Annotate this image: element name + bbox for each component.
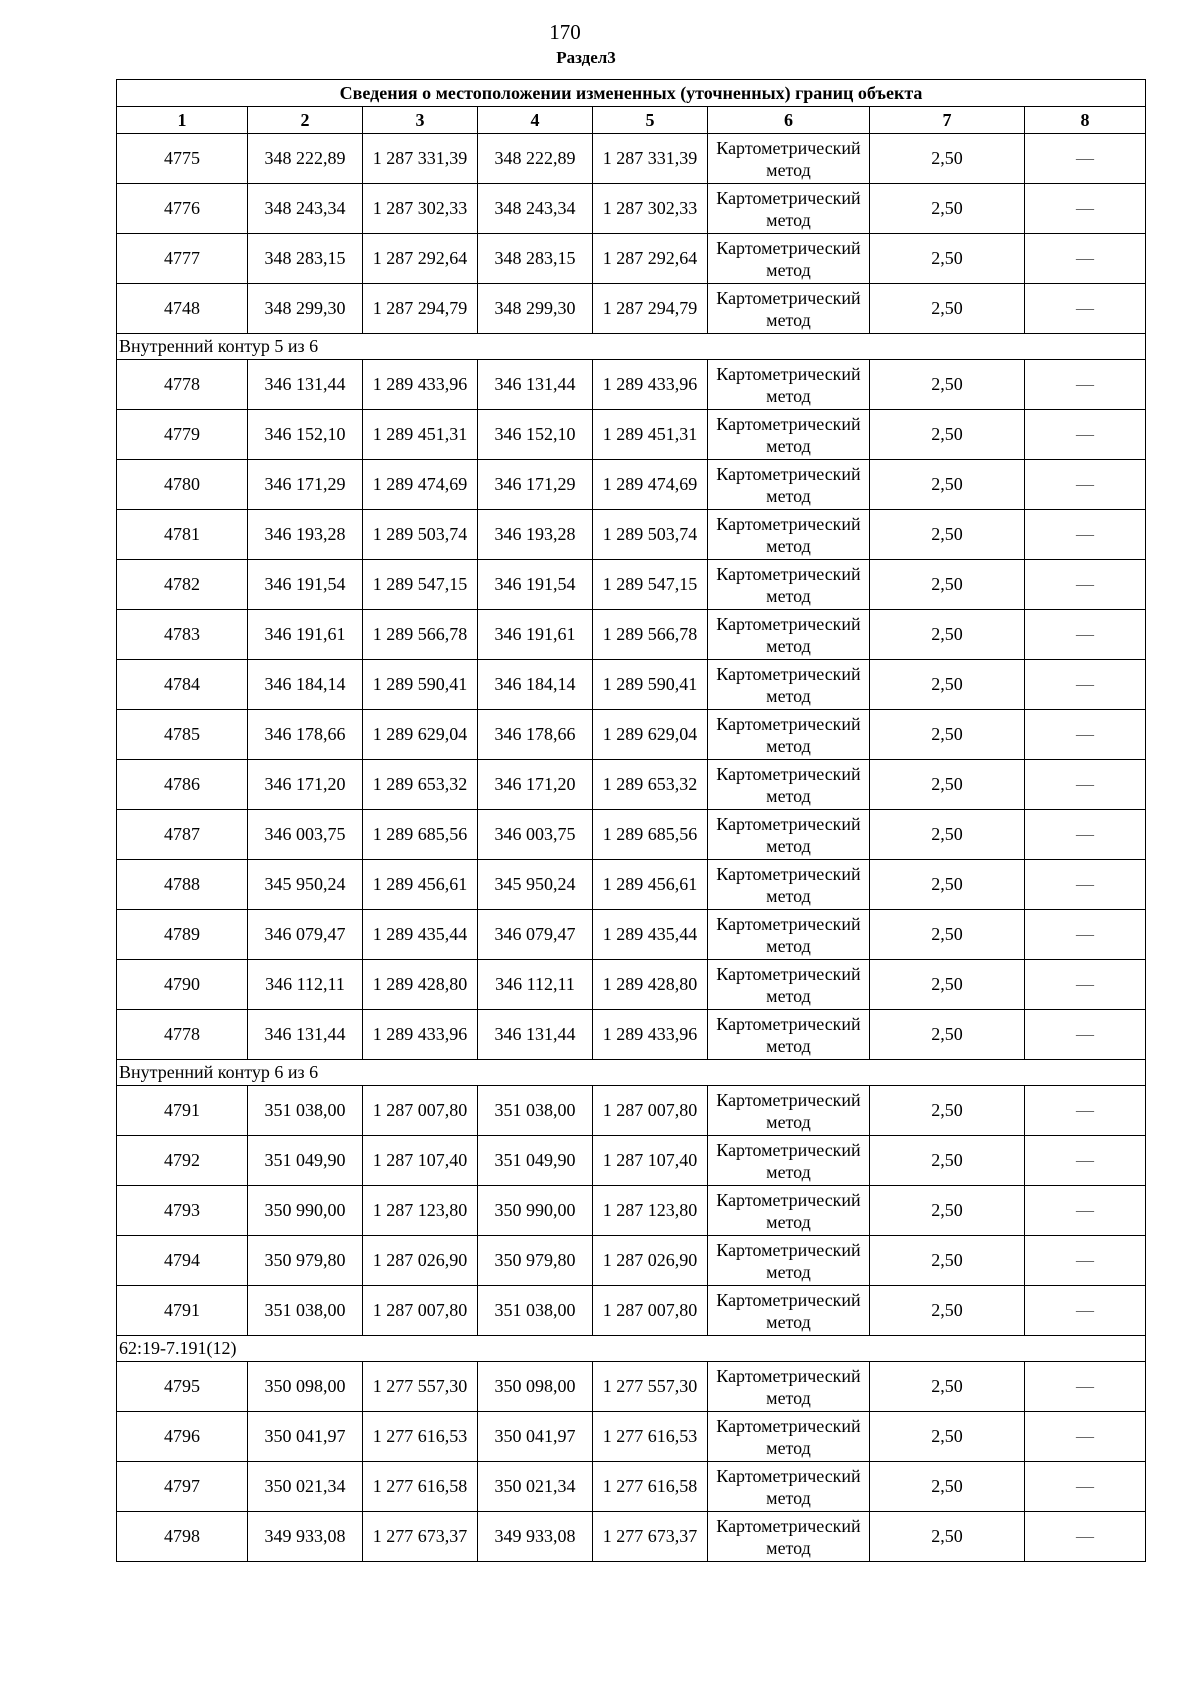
x-new-cell: 346 184,14 (478, 660, 593, 710)
x-old-cell: 346 191,61 (248, 610, 363, 660)
x-new-cell: 351 049,90 (478, 1136, 593, 1186)
y-old-cell: 1 289 474,69 (363, 460, 478, 510)
x-old-cell: 346 152,10 (248, 410, 363, 460)
method-cell: Картометрический метод (708, 1462, 870, 1512)
point-number-cell: 4792 (117, 1136, 248, 1186)
table-row (117, 1236, 1146, 1286)
method-cell: Картометрический метод (708, 560, 870, 610)
accuracy-cell: 2,50 (870, 1136, 1025, 1186)
point-number-cell: 4780 (117, 460, 248, 510)
column-number: 6 (708, 107, 870, 134)
method-cell: Картометрический метод (708, 1412, 870, 1462)
method-cell: Картометрический метод (708, 1086, 870, 1136)
x-new-cell: 348 243,34 (478, 184, 593, 234)
accuracy-cell: 2,50 (870, 1362, 1025, 1412)
accuracy-cell: 2,50 (870, 1010, 1025, 1060)
method-cell: Картометрический метод (708, 234, 870, 284)
y-new-cell: 1 287 007,80 (593, 1286, 708, 1336)
x-old-cell: 349 933,08 (248, 1512, 363, 1562)
description-cell: — (1025, 1236, 1146, 1286)
x-new-cell: 346 178,66 (478, 710, 593, 760)
table-row (117, 1462, 1146, 1512)
contour-group-label: Внутренний контур 6 из 6 (117, 1060, 1146, 1086)
table-row (117, 560, 1146, 610)
x-old-cell: 346 178,66 (248, 710, 363, 760)
x-new-cell: 346 131,44 (478, 360, 593, 410)
accuracy-cell: 2,50 (870, 860, 1025, 910)
accuracy-cell: 2,50 (870, 1412, 1025, 1462)
table-row (117, 1512, 1146, 1562)
table-row (117, 1186, 1146, 1236)
y-old-cell: 1 287 331,39 (363, 134, 478, 184)
contour-group-row (117, 1336, 1146, 1362)
column-number: 2 (248, 107, 363, 134)
table-row (117, 660, 1146, 710)
method-cell: Картометрический метод (708, 134, 870, 184)
x-old-cell: 350 990,00 (248, 1186, 363, 1236)
x-new-cell: 350 021,34 (478, 1462, 593, 1512)
description-cell: — (1025, 560, 1146, 610)
y-old-cell: 1 289 435,44 (363, 910, 478, 960)
table-row (117, 860, 1146, 910)
accuracy-cell: 2,50 (870, 610, 1025, 660)
x-new-cell: 350 041,97 (478, 1412, 593, 1462)
accuracy-cell: 2,50 (870, 284, 1025, 334)
description-cell: — (1025, 1412, 1146, 1462)
y-new-cell: 1 289 456,61 (593, 860, 708, 910)
x-new-cell: 348 222,89 (478, 134, 593, 184)
accuracy-cell: 2,50 (870, 510, 1025, 560)
column-number: 1 (117, 107, 248, 134)
accuracy-cell: 2,50 (870, 960, 1025, 1010)
accuracy-cell: 2,50 (870, 760, 1025, 810)
y-new-cell: 1 289 428,80 (593, 960, 708, 1010)
contour-group-label: Внутренний контур 5 из 6 (117, 334, 1146, 360)
y-old-cell: 1 277 673,37 (363, 1512, 478, 1562)
x-old-cell: 351 038,00 (248, 1086, 363, 1136)
table-row (117, 284, 1146, 334)
method-cell: Картометрический метод (708, 1286, 870, 1336)
method-cell: Картометрический метод (708, 1362, 870, 1412)
table-row (117, 760, 1146, 810)
description-cell: — (1025, 910, 1146, 960)
x-old-cell: 346 131,44 (248, 360, 363, 410)
y-new-cell: 1 287 294,79 (593, 284, 708, 334)
y-old-cell: 1 289 547,15 (363, 560, 478, 610)
table-row (117, 360, 1146, 410)
y-new-cell: 1 287 302,33 (593, 184, 708, 234)
description-cell: — (1025, 1512, 1146, 1562)
accuracy-cell: 2,50 (870, 1236, 1025, 1286)
description-cell: — (1025, 860, 1146, 910)
description-cell: — (1025, 1286, 1146, 1336)
y-new-cell: 1 289 474,69 (593, 460, 708, 510)
description-cell: — (1025, 1010, 1146, 1060)
method-cell: Картометрический метод (708, 510, 870, 560)
x-new-cell: 350 990,00 (478, 1186, 593, 1236)
y-old-cell: 1 289 428,80 (363, 960, 478, 1010)
x-new-cell: 349 933,08 (478, 1512, 593, 1562)
x-old-cell: 345 950,24 (248, 860, 363, 910)
y-new-cell: 1 287 292,64 (593, 234, 708, 284)
y-new-cell: 1 289 629,04 (593, 710, 708, 760)
description-cell: — (1025, 460, 1146, 510)
table-row (117, 610, 1146, 660)
y-new-cell: 1 277 557,30 (593, 1362, 708, 1412)
method-cell: Картометрический метод (708, 710, 870, 760)
method-cell: Картометрический метод (708, 1186, 870, 1236)
x-old-cell: 346 184,14 (248, 660, 363, 710)
method-cell: Картометрический метод (708, 860, 870, 910)
column-number-row (117, 107, 1146, 134)
x-new-cell: 346 191,61 (478, 610, 593, 660)
x-new-cell: 346 152,10 (478, 410, 593, 460)
point-number-cell: 4778 (117, 1010, 248, 1060)
description-cell: — (1025, 760, 1146, 810)
y-old-cell: 1 287 107,40 (363, 1136, 478, 1186)
y-old-cell: 1 287 302,33 (363, 184, 478, 234)
point-number-cell: 4786 (117, 760, 248, 810)
point-number-cell: 4783 (117, 610, 248, 660)
y-new-cell: 1 277 616,58 (593, 1462, 708, 1512)
accuracy-cell: 2,50 (870, 410, 1025, 460)
y-old-cell: 1 289 653,32 (363, 760, 478, 810)
method-cell: Картометрический метод (708, 810, 870, 860)
description-cell: — (1025, 1186, 1146, 1236)
table-row (117, 510, 1146, 560)
table-row (117, 1086, 1146, 1136)
table-row (117, 1412, 1146, 1462)
table-row (117, 1362, 1146, 1412)
x-old-cell: 350 041,97 (248, 1412, 363, 1462)
x-new-cell: 346 171,29 (478, 460, 593, 510)
x-new-cell: 346 131,44 (478, 1010, 593, 1060)
y-old-cell: 1 289 685,56 (363, 810, 478, 860)
boundary-coordinates-table (116, 79, 1146, 1562)
x-old-cell: 348 222,89 (248, 134, 363, 184)
point-number-cell: 4798 (117, 1512, 248, 1562)
point-number-cell: 4784 (117, 660, 248, 710)
x-new-cell: 345 950,24 (478, 860, 593, 910)
y-old-cell: 1 277 616,58 (363, 1462, 478, 1512)
accuracy-cell: 2,50 (870, 1286, 1025, 1336)
y-new-cell: 1 289 685,56 (593, 810, 708, 860)
y-old-cell: 1 287 007,80 (363, 1086, 478, 1136)
y-new-cell: 1 287 123,80 (593, 1186, 708, 1236)
y-old-cell: 1 287 294,79 (363, 284, 478, 334)
contour-group-label: 62:19-7.191(12) (117, 1336, 1146, 1362)
description-cell: — (1025, 510, 1146, 560)
x-new-cell: 346 079,47 (478, 910, 593, 960)
y-old-cell: 1 289 433,96 (363, 360, 478, 410)
page-number: 170 (549, 20, 581, 44)
method-cell: Картометрический метод (708, 610, 870, 660)
description-cell: — (1025, 610, 1146, 660)
y-new-cell: 1 289 451,31 (593, 410, 708, 460)
x-new-cell: 346 003,75 (478, 810, 593, 860)
accuracy-cell: 2,50 (870, 660, 1025, 710)
x-new-cell: 346 171,20 (478, 760, 593, 810)
x-old-cell: 346 191,54 (248, 560, 363, 610)
table-row (117, 810, 1146, 860)
method-cell: Картометрический метод (708, 410, 870, 460)
table-row (117, 1286, 1146, 1336)
table-row (117, 184, 1146, 234)
accuracy-cell: 2,50 (870, 1086, 1025, 1136)
x-new-cell: 346 191,54 (478, 560, 593, 610)
description-cell: — (1025, 1362, 1146, 1412)
description-cell: — (1025, 810, 1146, 860)
accuracy-cell: 2,50 (870, 360, 1025, 410)
method-cell: Картометрический метод (708, 460, 870, 510)
y-new-cell: 1 289 503,74 (593, 510, 708, 560)
x-new-cell: 346 193,28 (478, 510, 593, 560)
point-number-cell: 4782 (117, 560, 248, 610)
point-number-cell: 4794 (117, 1236, 248, 1286)
table-row (117, 960, 1146, 1010)
y-old-cell: 1 287 123,80 (363, 1186, 478, 1236)
x-old-cell: 346 193,28 (248, 510, 363, 560)
accuracy-cell: 2,50 (870, 910, 1025, 960)
point-number-cell: 4793 (117, 1186, 248, 1236)
x-old-cell: 346 003,75 (248, 810, 363, 860)
table-row (117, 1010, 1146, 1060)
table-row (117, 134, 1146, 184)
table-caption: Сведения о местоположении измененных (уточненных) границ объекта (117, 80, 1146, 107)
y-new-cell: 1 287 331,39 (593, 134, 708, 184)
x-old-cell: 351 049,90 (248, 1136, 363, 1186)
accuracy-cell: 2,50 (870, 460, 1025, 510)
description-cell: — (1025, 360, 1146, 410)
contour-group-row (117, 1060, 1146, 1086)
x-old-cell: 348 283,15 (248, 234, 363, 284)
y-new-cell: 1 289 653,32 (593, 760, 708, 810)
point-number-cell: 4790 (117, 960, 248, 1010)
accuracy-cell: 2,50 (870, 234, 1025, 284)
accuracy-cell: 2,50 (870, 134, 1025, 184)
method-cell: Картометрический метод (708, 284, 870, 334)
point-number-cell: 4777 (117, 234, 248, 284)
x-new-cell: 351 038,00 (478, 1086, 593, 1136)
y-old-cell: 1 289 590,41 (363, 660, 478, 710)
y-new-cell: 1 289 590,41 (593, 660, 708, 710)
description-cell: — (1025, 134, 1146, 184)
point-number-cell: 4796 (117, 1412, 248, 1462)
section-title: Раздел3 (556, 48, 616, 67)
accuracy-cell: 2,50 (870, 560, 1025, 610)
column-number: 5 (593, 107, 708, 134)
accuracy-cell: 2,50 (870, 184, 1025, 234)
y-new-cell: 1 287 026,90 (593, 1236, 708, 1286)
point-number-cell: 4791 (117, 1286, 248, 1336)
table-row (117, 910, 1146, 960)
column-number: 3 (363, 107, 478, 134)
point-number-cell: 4776 (117, 184, 248, 234)
method-cell: Картометрический метод (708, 660, 870, 710)
table-body (117, 80, 1146, 1562)
method-cell: Картометрический метод (708, 910, 870, 960)
x-old-cell: 346 171,20 (248, 760, 363, 810)
y-new-cell: 1 289 566,78 (593, 610, 708, 660)
y-new-cell: 1 289 433,96 (593, 1010, 708, 1060)
x-new-cell: 351 038,00 (478, 1286, 593, 1336)
x-old-cell: 348 243,34 (248, 184, 363, 234)
point-number-cell: 4791 (117, 1086, 248, 1136)
description-cell: — (1025, 1136, 1146, 1186)
table-row (117, 234, 1146, 284)
method-cell: Картометрический метод (708, 1236, 870, 1286)
column-number: 8 (1025, 107, 1146, 134)
y-old-cell: 1 289 503,74 (363, 510, 478, 560)
x-old-cell: 346 079,47 (248, 910, 363, 960)
y-old-cell: 1 289 566,78 (363, 610, 478, 660)
x-old-cell: 351 038,00 (248, 1286, 363, 1336)
x-old-cell: 350 021,34 (248, 1462, 363, 1512)
y-new-cell: 1 277 616,53 (593, 1412, 708, 1462)
table-row (117, 710, 1146, 760)
x-new-cell: 350 979,80 (478, 1236, 593, 1286)
description-cell: — (1025, 710, 1146, 760)
method-cell: Картометрический метод (708, 184, 870, 234)
y-old-cell: 1 277 557,30 (363, 1362, 478, 1412)
y-old-cell: 1 289 629,04 (363, 710, 478, 760)
point-number-cell: 4795 (117, 1362, 248, 1412)
accuracy-cell: 2,50 (870, 1186, 1025, 1236)
x-new-cell: 350 098,00 (478, 1362, 593, 1412)
y-new-cell: 1 289 433,96 (593, 360, 708, 410)
point-number-cell: 4779 (117, 410, 248, 460)
description-cell: — (1025, 234, 1146, 284)
description-cell: — (1025, 960, 1146, 1010)
x-old-cell: 346 171,29 (248, 460, 363, 510)
table-row (117, 460, 1146, 510)
point-number-cell: 4778 (117, 360, 248, 410)
x-old-cell: 346 112,11 (248, 960, 363, 1010)
x-old-cell: 346 131,44 (248, 1010, 363, 1060)
accuracy-cell: 2,50 (870, 1512, 1025, 1562)
y-new-cell: 1 287 007,80 (593, 1086, 708, 1136)
y-old-cell: 1 289 451,31 (363, 410, 478, 460)
description-cell: — (1025, 1462, 1146, 1512)
x-old-cell: 348 299,30 (248, 284, 363, 334)
accuracy-cell: 2,50 (870, 710, 1025, 760)
method-cell: Картометрический метод (708, 1512, 870, 1562)
description-cell: — (1025, 1086, 1146, 1136)
method-cell: Картометрический метод (708, 1136, 870, 1186)
contour-group-row (117, 334, 1146, 360)
table-row (117, 1136, 1146, 1186)
description-cell: — (1025, 284, 1146, 334)
accuracy-cell: 2,50 (870, 1462, 1025, 1512)
y-new-cell: 1 287 107,40 (593, 1136, 708, 1186)
table-row (117, 410, 1146, 460)
x-old-cell: 350 979,80 (248, 1236, 363, 1286)
point-number-cell: 4789 (117, 910, 248, 960)
point-number-cell: 4748 (117, 284, 248, 334)
point-number-cell: 4781 (117, 510, 248, 560)
x-new-cell: 348 299,30 (478, 284, 593, 334)
y-new-cell: 1 277 673,37 (593, 1512, 708, 1562)
y-new-cell: 1 289 547,15 (593, 560, 708, 610)
y-old-cell: 1 287 026,90 (363, 1236, 478, 1286)
point-number-cell: 4775 (117, 134, 248, 184)
x-new-cell: 346 112,11 (478, 960, 593, 1010)
accuracy-cell: 2,50 (870, 810, 1025, 860)
method-cell: Картометрический метод (708, 1010, 870, 1060)
y-old-cell: 1 287 007,80 (363, 1286, 478, 1336)
point-number-cell: 4785 (117, 710, 248, 760)
description-cell: — (1025, 660, 1146, 710)
y-old-cell: 1 289 433,96 (363, 1010, 478, 1060)
description-cell: — (1025, 184, 1146, 234)
method-cell: Картометрический метод (708, 360, 870, 410)
y-old-cell: 1 289 456,61 (363, 860, 478, 910)
method-cell: Картометрический метод (708, 960, 870, 1010)
column-number: 4 (478, 107, 593, 134)
table-caption-row (117, 80, 1146, 107)
point-number-cell: 4787 (117, 810, 248, 860)
y-old-cell: 1 277 616,53 (363, 1412, 478, 1462)
method-cell: Картометрический метод (708, 760, 870, 810)
y-old-cell: 1 287 292,64 (363, 234, 478, 284)
point-number-cell: 4788 (117, 860, 248, 910)
x-old-cell: 350 098,00 (248, 1362, 363, 1412)
column-number: 7 (870, 107, 1025, 134)
x-new-cell: 348 283,15 (478, 234, 593, 284)
y-new-cell: 1 289 435,44 (593, 910, 708, 960)
point-number-cell: 4797 (117, 1462, 248, 1512)
description-cell: — (1025, 410, 1146, 460)
